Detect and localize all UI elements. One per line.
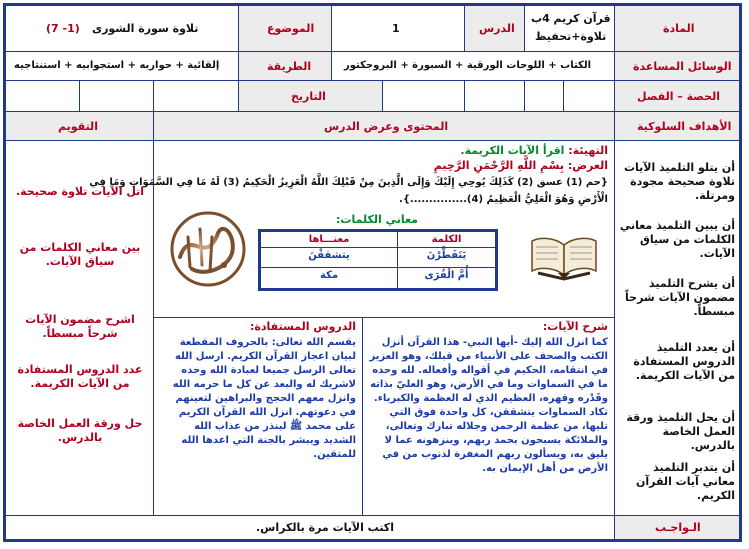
date-value-c <box>5 80 80 112</box>
evaluation-cell <box>5 140 154 516</box>
lesson-plan-sheet <box>3 3 742 542</box>
objective-2: أن يبين التلميذ معاني الكلمات من سياق الآيات. <box>619 219 735 260</box>
evaluation-4: عدد الدروس المستفادة من الآيات الكريمة. <box>17 363 143 390</box>
method-value-cell <box>5 51 239 81</box>
subject-value-line1: قرآن كريم 4ب <box>531 12 611 25</box>
intro-line <box>460 144 608 157</box>
topic-label: الموضوع <box>267 22 315 35</box>
lessons-text: يقسم الله تعالى: بالحروف المقطعة لبيان اعجاز القرآن الكريم. ارسل الله تعالى الرسل جميعا لعبادة الله وحده لاشريك له والبعد عن كل ما حرمه الله وانزل معهم الحجج والبراهين لتعينهم في دعوتهم. انزل الله القرآن الكريم على محمد ﷺ لينذر من عذاب الله الشديد ويبشر بالجنة التي اعدها الله للمتقين. <box>172 337 356 460</box>
vocab-row-2-word: أُمَّ الْقُرَى <box>397 267 496 289</box>
aids-value-cell <box>331 51 615 81</box>
subject-label-cell <box>614 5 740 52</box>
subject-value-line2: تلاوة+تحفيظ <box>535 30 607 43</box>
vocab-title: معاني الكلمات: <box>336 213 418 226</box>
present-label: العرض: <box>567 159 608 172</box>
period-value-c <box>464 80 525 112</box>
basmala: بِسْمِ اللَّهِ الرَّحْمَنِ الرَّحِيمِ <box>433 159 564 172</box>
intro-label: التهيئة: <box>568 144 608 157</box>
evaluation-2: بين معاني الكلمات من سياق الآيات. <box>19 241 141 268</box>
subject-value-cell <box>524 5 615 52</box>
evaluation-3: اشرح مضمون الآيات شرحاً مبسطاً. <box>25 313 135 340</box>
vocab-header-meaning: معنـــاها <box>260 231 398 248</box>
homework-value-cell <box>5 515 615 540</box>
lessons-cell <box>153 317 363 516</box>
topic-label-cell <box>238 5 332 52</box>
evaluation-1: اتل الآيات تلاوة صحيحة. <box>15 185 145 198</box>
evaluation-title-cell <box>5 111 154 141</box>
topic-value: تلاوة سورة الشورى <box>92 22 199 35</box>
vocab-header-word: الكلمة <box>397 231 496 248</box>
period-label-cell <box>614 80 740 112</box>
objectives-title-cell <box>614 111 740 141</box>
aids-label: الوسائل المساعدة <box>633 60 732 73</box>
topic-range: (1- 7) <box>46 22 80 35</box>
open-book-icon <box>528 233 600 281</box>
content-top-cell <box>89 140 615 318</box>
method-value: إلقائية + حواريه + استجوابيه + استنتاجيه <box>14 60 220 71</box>
present-line <box>434 159 608 172</box>
lessons-title: الدروس المستفادة: <box>250 320 356 333</box>
date-label-cell <box>238 80 383 112</box>
content-title-cell <box>153 111 615 141</box>
vocab-row-2-meaning: مكة <box>260 267 398 289</box>
evaluation-5: حل ورقة العمل الخاصة بالدرس. <box>17 417 143 444</box>
vocab-row-1-meaning: يتشققْنَ <box>260 247 398 268</box>
period-label: الحصة – الفصل <box>637 90 720 103</box>
objective-1: أن يتلو التلميذ الآيات تلاوة صحيحة مجودة ومرتلة. <box>623 161 735 202</box>
homework-label-cell <box>614 515 740 540</box>
explain-title: شرح الآيات: <box>542 320 608 333</box>
period-value-a <box>563 80 615 112</box>
vocab-table <box>258 229 498 291</box>
evaluation-title: التقويم <box>58 120 98 133</box>
objective-6: أن يتدبر التلميذ معاني آيات القرآن الكريم. <box>636 461 735 502</box>
objective-4: أن يعدد التلميذ الدروس المستفادة من الآيات الكريمة. <box>633 341 735 382</box>
bismillah-calligraphy-icon <box>166 207 250 291</box>
method-label: الطريقة <box>267 60 312 73</box>
method-label-cell <box>238 51 332 81</box>
date-value-a <box>153 80 239 112</box>
aids-value: الكتاب + اللوحات الورقية + السبورة + البروجكتور <box>344 60 592 71</box>
objectives-cell <box>614 140 740 516</box>
intro-text: اقرأ الآيات الكريمة. <box>460 144 565 157</box>
content-title: المحتوى وعرض الدرس <box>324 120 449 133</box>
explanation-cell <box>362 317 615 516</box>
period-value-d <box>382 80 465 112</box>
homework-label: الـواجـب <box>655 521 701 534</box>
verses-line-1: {حم (1) عسق (2) كَذَلِكَ يُوحِي إِلَيْكَ وَإِلَى الَّذِينَ مِنْ قَبْلِكَ اللَّهُ الْعَزِيزُ الْحَكِيمُ (3) لَهُ مَا فِي السَّمَوَاتِ وَمَا فِي <box>89 177 608 188</box>
topic-value-cell <box>5 5 239 52</box>
objectives-title: الأهداف السلوكية <box>637 120 732 133</box>
period-value-b <box>524 80 564 112</box>
lesson-value: 1 <box>392 22 400 35</box>
aids-label-cell <box>614 51 740 81</box>
objective-3: أن يشرح التلميذ مضمون الآيات شرحاً مبسطاً. <box>625 277 735 318</box>
date-label: التاريخ <box>291 90 326 103</box>
verses-line-2: الْأَرْضِ وَهُوَ الْعَلِيُّ الْعَظِيمُ (4)...............}. <box>399 194 608 205</box>
lesson-label-cell <box>464 5 525 52</box>
explain-text: كما انزل الله إليك -أيها النبي- هذا القرآن أنزل الكتب والصحف على الأنبياء من قبلك، وهو العزيز في انتقامه، الحكيم في أقواله وأفعاله. لله وحده ما في السماوات وما في الأرض، وهو العليّ بذاته وقَدْره وقهره، العظيم الذي له العظمة والكبرياء. تكاد السماوات يتشققن، كل واحدة فوق التي تليها، من عظمة الرحمن وجلاله تبارك وتعالى، والملائكة يسبحون بحمد ربهم، وينزهونه عما لا يليق به، ويسألون ربهم المغفرة لذنوب من في الأرض من أهل الإيمان به. <box>369 337 608 474</box>
lesson-value-cell <box>331 5 465 52</box>
subject-label: المادة <box>663 22 695 35</box>
objective-5: أن يحل التلميذ ورقة العمل الخاصة بالدرس. <box>626 411 735 452</box>
date-value-b <box>79 80 154 112</box>
homework-text: اكتب الآيات مرة بالكراس. <box>256 521 394 534</box>
vocab-row-1-word: يَتَفَطَّرْنَ <box>397 247 496 268</box>
lesson-label: الدرس <box>479 22 515 35</box>
